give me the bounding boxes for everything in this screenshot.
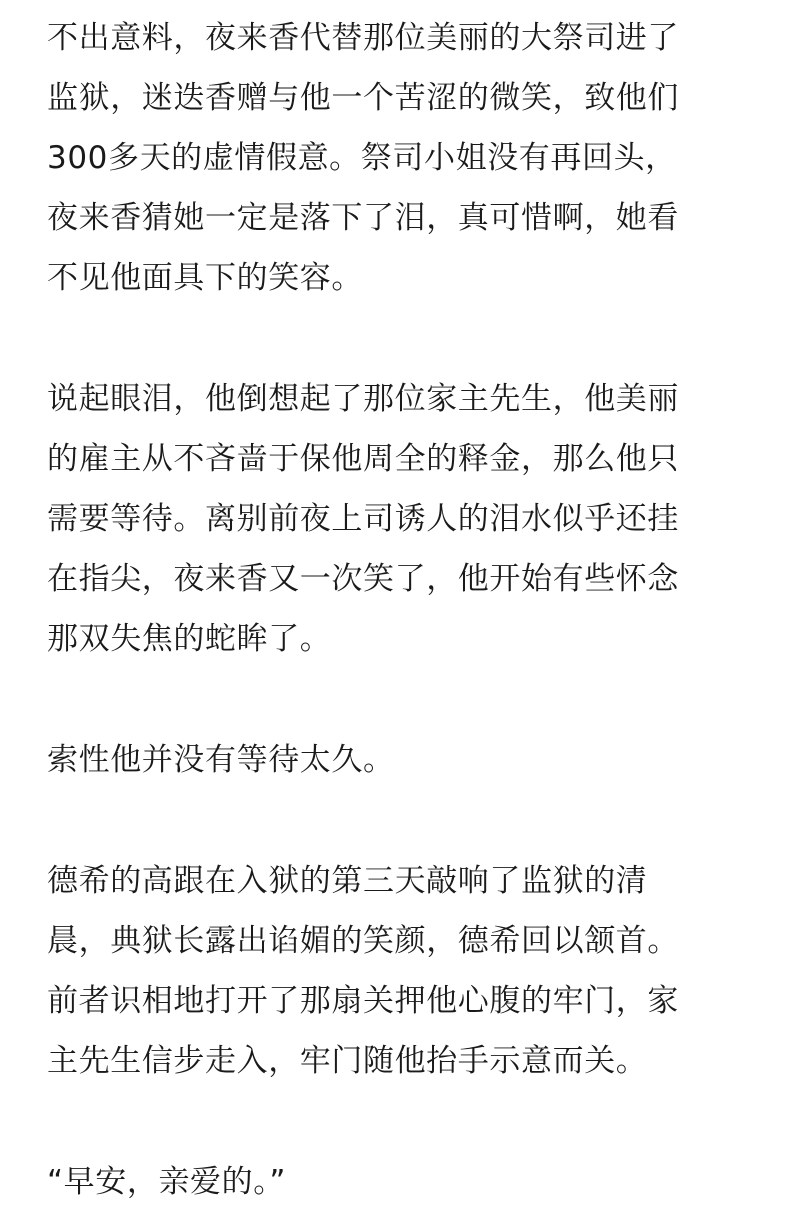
- paragraph-3: [47, 730, 772, 790]
- text-line: 监狱，迷迭香赠与他一个苦涩的微笑，致他们: [47, 80, 679, 116]
- text-line: 前者识相地打开了那扇关押他心腹的牢门，家: [47, 983, 679, 1019]
- text-line: 不见他面具下的笑容。: [47, 260, 363, 296]
- paragraph-2: [47, 369, 772, 669]
- paragraph-5: [47, 1152, 772, 1212]
- paragraph-1: [47, 8, 772, 308]
- text-line: 索性他并没有等待太久。: [47, 742, 395, 778]
- text-line: 主先生信步走入，牢门随他抬手示意而关。: [47, 1043, 648, 1079]
- text-line: “早安，亲爱的。”: [47, 1164, 287, 1200]
- text-line: 那双失焦的蛇眸了。: [47, 621, 332, 657]
- text-line: 德希的高跟在入狱的第三天敲响了监狱的清: [47, 863, 648, 899]
- paragraph-gap: [47, 790, 772, 851]
- text-line: 在指尖，夜来香又一次笑了，他开始有些怀念: [47, 561, 679, 597]
- text-line: 的雇主从不吝啬于保他周全的释金，那么他只: [47, 441, 679, 477]
- paragraph-gap: [47, 1091, 772, 1152]
- text-line: 需要等待。离别前夜上司诱人的泪水似乎还挂: [47, 501, 679, 537]
- paragraph-gap: [47, 308, 772, 369]
- text-line: 300多天的虚情假意。祭司小姐没有再回头，: [47, 140, 677, 176]
- paragraph-gap: [47, 669, 772, 730]
- text-line: 晨，典狱长露出谄媚的笑颜，德希回以颔首。: [47, 923, 679, 959]
- text-line: 不出意料，夜来香代替那位美丽的大祭司进了: [47, 20, 679, 56]
- text-line: 夜来香猜她一定是落下了泪，真可惜啊，她看: [47, 200, 679, 236]
- text-line: 说起眼泪，他倒想起了那位家主先生，他美丽: [47, 381, 679, 417]
- paragraph-4: [47, 851, 772, 1091]
